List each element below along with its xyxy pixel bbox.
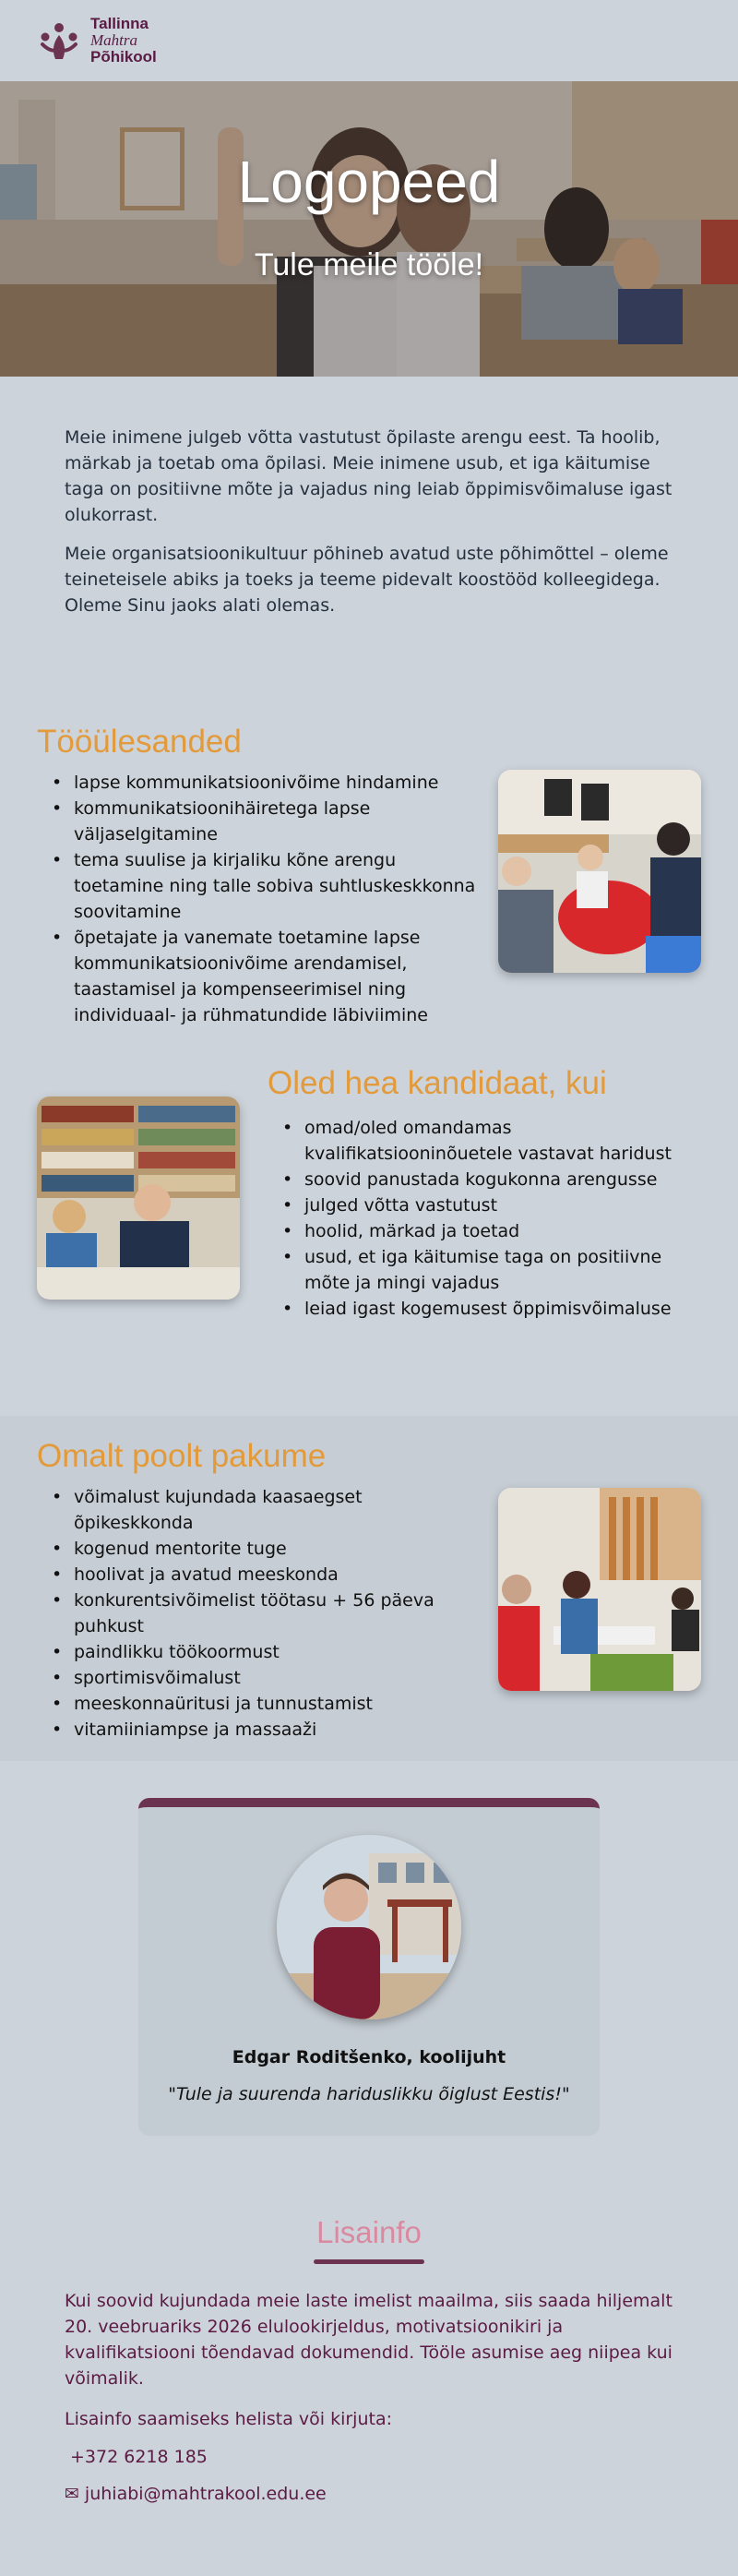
quote-text: "Tule ja suurenda hariduslikku õiglust Eestis!" (168, 2084, 570, 2104)
list-item: • sportimisvõimalust (37, 1665, 480, 1691)
phone-line[interactable] (65, 2447, 673, 2467)
tasks-section (0, 677, 738, 1065)
tasks-photo (498, 770, 701, 973)
logo-line-1: Tallinna (90, 15, 149, 33)
quote-author: Edgar Roditšenko, koolijuht (232, 2047, 506, 2067)
candidate-list (268, 1115, 710, 1322)
site-header (0, 0, 738, 81)
page-subtitle: Tule meile tööle! (254, 247, 484, 282)
list-item: • vitamiiniampse ja massaaži (37, 1717, 480, 1743)
list-item: • paindlikku töökoormust (37, 1639, 480, 1665)
list-item: • julged võtta vastutust (268, 1192, 710, 1218)
offer-list (37, 1484, 480, 1743)
list-item: • omad/oled omandamas kvalifikatsiooninõuetele vastavat haridust (268, 1115, 710, 1167)
quote-section (0, 1761, 738, 2176)
logo-text (90, 16, 157, 66)
list-item: • usud, et iga käitumise taga on positiivne mõte ja mingi vajadus (268, 1244, 710, 1296)
offer-photo (498, 1488, 701, 1691)
email-icon: ✉ (65, 2484, 79, 2504)
candidate-title: Oled hea kandidaat, kui (268, 1065, 607, 1101)
contact-title: Lisainfo (316, 2215, 422, 2249)
email-line[interactable] (65, 2484, 673, 2504)
list-item: • võimalust kujundada kaasaegset õpikeskkonda (37, 1484, 480, 1536)
logo-line-3: Põhikool (90, 47, 157, 66)
contact-prompt: Lisainfo saamiseks helista või kirjuta: (65, 2409, 392, 2429)
list-item: • hoolivat ja avatud meeskonda (37, 1562, 480, 1588)
list-item: • kogenud mentorite tuge (37, 1536, 480, 1562)
phone-link[interactable]: +372 6218 185 (70, 2447, 208, 2467)
hero-overlay (0, 81, 738, 377)
list-item: • kommunikatsioonihäiretega lapse väljaselgitamine (37, 796, 480, 847)
offer-section (0, 1416, 738, 1761)
logo-line-2: Mahtra (90, 31, 137, 50)
logo-figures-icon (37, 18, 81, 63)
quote-card (138, 1798, 600, 2136)
list-item: • tema suulise ja kirjaliku kõne arengu toetamine ning talle sobiva suhtluskeskkonna soovitamine (37, 847, 480, 925)
list-item: • soovid panustada kogukonna arengusse (268, 1167, 710, 1192)
list-item: • konkurentsivõimelist töötasu + 56 päeva puhkust (37, 1588, 480, 1639)
candidate-photo (37, 1096, 240, 1300)
intro-section (0, 377, 738, 677)
contact-body: Kui soovid kujundada meie laste imelist maailma, siis saada hiljemalt 20. veebruariks 2026 elulookirjeldus, motivatsioonikiri ja kvalifikatsiooni tõendavad dokumendid. Tööle asumise aeg niipea kui võimalik. (65, 2291, 673, 2389)
email-link[interactable]: juhiabi@mahtrakool.edu.ee (84, 2484, 327, 2504)
list-item: • õpetajate ja vanemate toetamine lapse kommunikatsioonivõime arendamisel, taastamisel ja kompenseerimisel ning individuaal- ja rühmatundide läbiviimine (37, 925, 480, 1028)
candidate-section (0, 1065, 738, 1416)
avatar (277, 1835, 461, 2019)
page-title: Logopeed (237, 149, 501, 215)
school-logo[interactable] (37, 16, 157, 66)
list-item: • meeskonnaüritusi ja tunnustamist (37, 1691, 480, 1717)
contact-section (0, 2176, 738, 2576)
intro-paragraph-1: Meie inimene julgeb võtta vastutust õpilaste arengu eest. Ta hoolib, märkab ja toetab oma õpilasi. Meie inimene usub, et iga käitumise taga on positiivne mõte ja vajadus ning leiab õppimisvõimaluse igast olukorrast. (65, 427, 673, 525)
offer-title: Omalt poolt pakume (37, 1438, 327, 1474)
tasks-list (37, 770, 480, 1028)
hero-banner (0, 81, 738, 377)
list-item: • hoolid, märkad ja toetad (268, 1218, 710, 1244)
title-underline (314, 2259, 424, 2264)
list-item: • lapse kommunikatsioonivõime hindamine (37, 770, 480, 796)
tasks-title: Tööülesanded (37, 724, 242, 760)
list-item: • leiad igast kogemusest õppimisvõimaluse (268, 1296, 710, 1322)
intro-paragraph-2: Meie organisatsioonikultuur põhineb avatud uste põhimõttel – oleme teineteisele abiks ja toeks ja teeme pidevalt koostööd kolleegidega. Oleme Sinu jaoks alati olemas. (65, 544, 669, 616)
